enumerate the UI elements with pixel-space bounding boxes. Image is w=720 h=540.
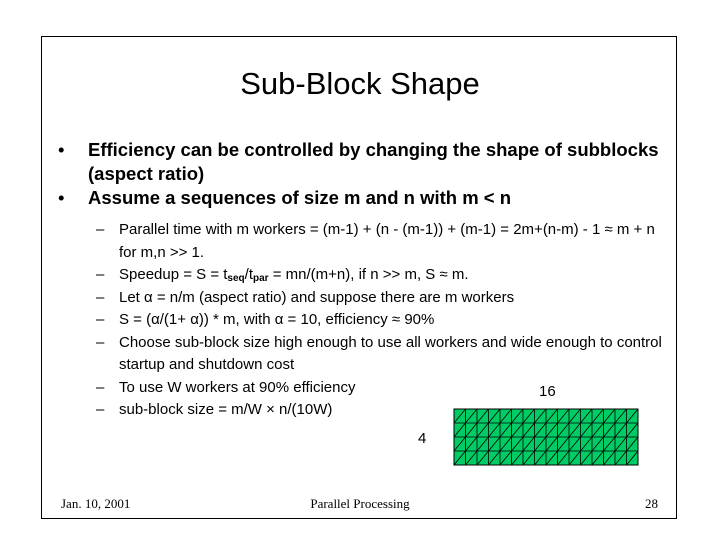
slide-title: Sub-Block Shape — [240, 66, 480, 101]
sub-bullet-text: Parallel time with m workers = (m-1) + (n - (m-1)) + (m-1) = 2m+(n-m) - 1 ≈ m + n for m,n >> 1. — [119, 221, 655, 261]
dash-mark: – — [96, 221, 105, 238]
dash-mark: – — [96, 311, 105, 328]
sub-bullet-list — [96, 219, 676, 422]
main-bullet-list — [58, 138, 678, 210]
sub-bullet — [96, 264, 676, 287]
sub-bullet — [96, 377, 676, 400]
subscript-par: par — [253, 273, 269, 284]
grid-height-label: 4 — [418, 430, 427, 447]
speedup-post: = mn/(m+n), if n >> m, S ≈ m. — [268, 266, 469, 283]
sub-bullet — [96, 309, 676, 332]
sub-bullet-text: sub-block size = m/W × n/(10W) — [119, 401, 333, 418]
speedup-mid: /t — [244, 266, 253, 283]
bullet-mark: • — [58, 139, 65, 160]
dash-mark: – — [96, 401, 105, 418]
speedup-pre: Speedup = S = t — [119, 266, 228, 283]
dash-mark: – — [96, 266, 105, 283]
sub-bullet-text: Choose sub-block size high enough to use all workers and wide enough to control startup and shutdown cost — [119, 333, 662, 373]
sub-bullet-text: Let α = n/m (aspect ratio) and suppose there are m workers — [119, 288, 515, 306]
dash-mark: – — [96, 333, 105, 351]
sub-bullet-text: S = (α/(1+ α)) * m, with α = 10, efficiency ≈ 90% — [119, 311, 435, 328]
footer-course: Parallel Processing — [310, 496, 410, 511]
dash-mark: – — [96, 288, 105, 306]
subscript-seq: seq — [227, 273, 245, 284]
sub-block-grid — [453, 408, 639, 466]
grid-width-label: 16 — [539, 383, 556, 400]
bullet-text: Efficiency can be controlled by changing the shape of subblocks (aspect ratio) — [88, 139, 659, 184]
bullet-text: Assume a sequences of size m and n with m < n — [88, 187, 512, 208]
sub-bullet — [96, 332, 676, 377]
footer-date: Jan. 10, 2001 — [61, 496, 131, 511]
footer-page-number: 28 — [645, 496, 658, 511]
sub-bullet — [96, 219, 676, 264]
sub-bullet-text: To use W workers at 90% efficiency — [119, 378, 356, 396]
main-bullet — [58, 186, 678, 210]
bullet-mark: • — [58, 187, 65, 208]
dash-mark: – — [96, 378, 105, 396]
main-bullet — [58, 138, 678, 186]
sub-bullet — [96, 287, 676, 310]
